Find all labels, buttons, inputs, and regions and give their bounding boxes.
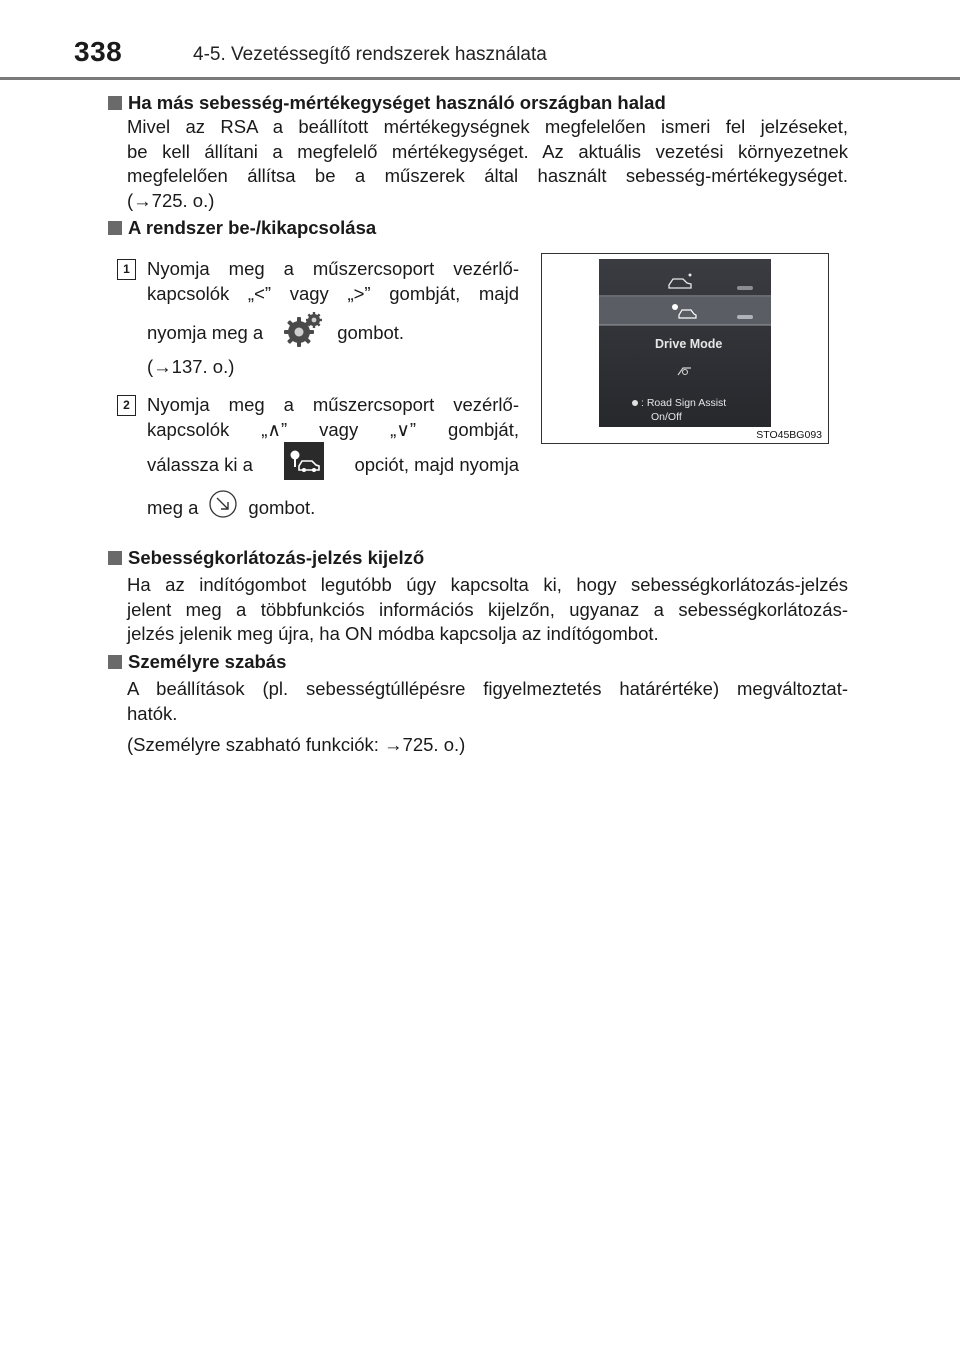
section-speed-limit-display [108, 546, 848, 647]
square-bullet-icon [108, 655, 122, 669]
section-unit-country [108, 91, 848, 213]
square-bullet-icon [108, 551, 122, 565]
page-reference: (Személyre szabható funkciók: →725. o.) [127, 734, 466, 755]
multi-information-display [599, 259, 771, 427]
chapter-title: 4-5. Vezetéssegítő rendszerek használata [193, 44, 547, 65]
page-reference: (→725. o.) [127, 189, 215, 211]
section-title: Ha más sebesség-mértékegységet használó országban halad [108, 91, 848, 115]
section-body: A beállítások (pl. sebességtúllépésre figyelmeztetés határértéke) megváltoztat- hatók. (Személyre szabható funkciók: →725. o.) [127, 677, 848, 758]
step-1: 1 Nyomja meg a műszercsoport vezérlő- kapcsolók „<” vagy „>” gombját, majd nyomja meg a gombot. (→137. o.) [117, 256, 519, 379]
drive-mode-item: Drive Mode [655, 337, 723, 351]
onoff-line: On/Off [651, 411, 682, 423]
section-body: Mivel az RSA a beállított mértékegységnek megfelelően ismeri fel jelzéseket, be kell állítani a megfelelő mértékegységet. Az aktuális vezetési környezetnek megfelelően állítsa be a műszerek által használt sebesség-mértékegységet. (→725. o.) [127, 115, 848, 213]
figure-code: STO45BG093 [756, 429, 822, 441]
header-divider [0, 77, 960, 80]
section-customization [108, 650, 848, 758]
enter-button-icon [208, 489, 238, 525]
page-number: 338 [74, 36, 123, 67]
instrument-display-figure [541, 253, 829, 444]
section-title: A rendszer be-/kikapcsolása [108, 216, 848, 240]
rsa-line: : Road Sign Assist [641, 397, 727, 409]
square-bullet-icon [108, 221, 122, 235]
page-header [0, 0, 960, 80]
step-2: 2 Nyomja meg a műszercsoport vezérlő- kapcsolók „∧” vagy „∨” gombját, válassza ki a opciót, majd nyomja meg a gombot. [117, 392, 519, 524]
section-title: Személyre szabás [108, 650, 848, 674]
step-number-badge: 1 [117, 259, 136, 280]
page-reference: (→137. o.) [147, 356, 235, 377]
section-title: Sebességkorlátozás-jelzés kijelző [108, 546, 848, 570]
settings-gear-icon [283, 310, 325, 354]
square-bullet-icon [108, 96, 122, 110]
step-number-badge: 2 [117, 395, 136, 416]
section-body: Ha az indítógombot legutóbb úgy kapcsolta ki, hogy sebességkorlátozás-jelzés jelent meg a többfunkciós információs kijelzőn, ugyanaz a sebességkorlátozás- jelzés jelenik meg újra, ha ON módba kapcsolja az indítógombot. [127, 574, 848, 644]
section-system-toggle [108, 216, 848, 240]
road-sign-assist-icon [284, 442, 324, 486]
